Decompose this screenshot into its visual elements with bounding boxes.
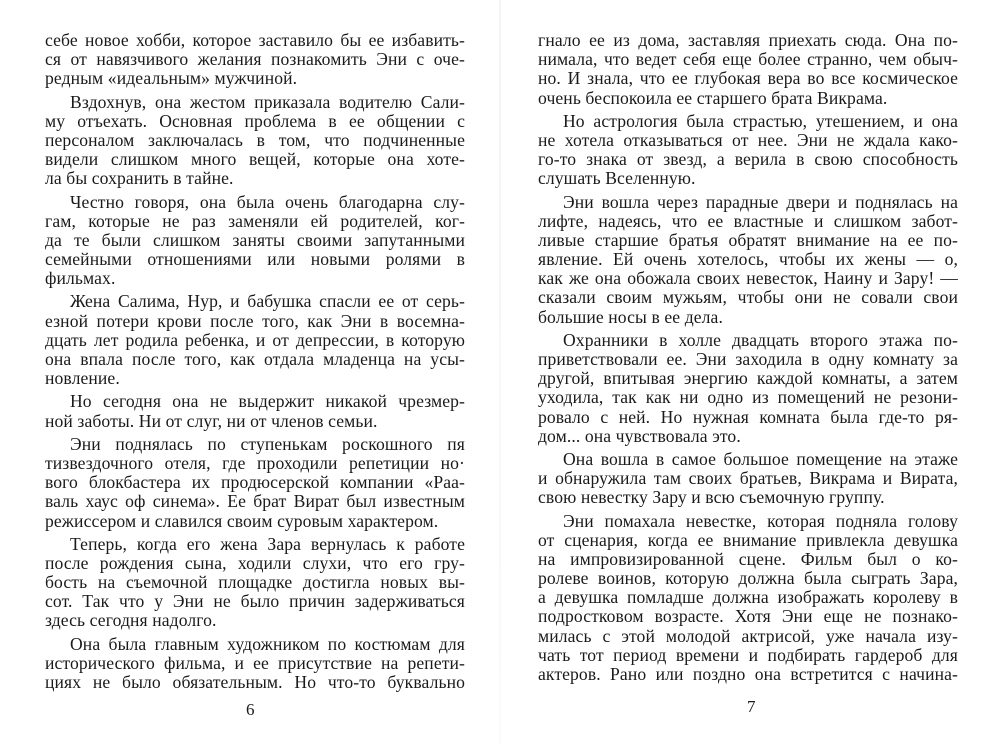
text-line: гам, которые не раз заменяли ей родителей, ког- (45, 210, 465, 231)
text-line: гнало ее из дома, заставляя приехать сюда. Она по- (538, 30, 958, 50)
text-line: сказали своим мужьям, чтобы они не совали свои (538, 287, 958, 308)
text-line: здесь сегодня надолго. (45, 610, 217, 631)
text-line: фильмах. (45, 268, 116, 289)
text-line: Вздохнув, она жестом приказала водителю Сали- (70, 91, 465, 112)
text-line: ливые старшие братья обратят внимание на ее по- (538, 229, 958, 250)
text-line: Эни помахала невестке, которая подняла голову (563, 510, 958, 531)
text-line: как же она обожала своих невесток, Наину и Зару! — (538, 268, 958, 289)
text-line: от сценария, когда ее внимание привлекла девушка (538, 529, 958, 550)
text-line: персоналом заключалась в том, что подчиненные (45, 129, 465, 150)
text-line: нимала, что ведет себя еще более странно, чем обыч- (538, 49, 958, 70)
text-line: езной потери крови после того, как Эни в восемна- (45, 310, 465, 331)
text-line: но. И знала, что ее глубокая вера во все космическое (538, 68, 958, 89)
text-line: подростковом возрасте. Хотя Эни еще не познако- (538, 606, 958, 627)
text-line: свою невестку Зару и всю съемочную группу. (538, 487, 885, 508)
paragraph (538, 193, 958, 327)
text-line: Жена Салима, Нур, и бабушка спасли ее от серь- (70, 291, 465, 312)
text-line: дцать лет родила ребенка, и от депрессии, в которую (45, 329, 465, 350)
text-line: сот. Так что у Эни не было причин задерживаться (45, 591, 465, 612)
text-line: да те были слишком заняты своими запутанными (45, 229, 465, 250)
text-line: видели слишком много вещей, которые она хоте- (45, 149, 465, 170)
text-line: уходила, так как ни одно из помещений не резони- (538, 387, 958, 408)
paragraph (45, 93, 465, 189)
text-line: Теперь, когда его жена Зара вернулась к работе (70, 533, 465, 554)
text-line: слушать Вселенную. (538, 168, 696, 189)
text-line: актеров. Рано или поздно она встретится с начина- (538, 664, 958, 684)
text-line: приветствовали ее. Эни заходила в одну комнату за (538, 349, 958, 369)
paragraph (45, 193, 465, 289)
text-line: Охранники в холле двадцать второго этажа по- (563, 329, 958, 350)
text-line: ролеве воинов, которую должна была сыграть Зара, (538, 568, 958, 589)
paragraph (45, 435, 465, 531)
text-line: Она вошла в самое большое помещение на этаже (563, 448, 958, 469)
page-number-left: 6 (246, 700, 255, 719)
paragraph (538, 331, 958, 446)
paragraph (538, 450, 958, 508)
text-line: милась с этой молодой актрисой, уже начала изу- (538, 625, 958, 646)
text-line: большие носы в ее дела. (538, 306, 723, 327)
paragraph (45, 535, 465, 631)
text-line: Эни вошла через парадные двери и поднялась на (563, 191, 958, 212)
book-gutter (499, 0, 501, 745)
text-line: му отъехать. Основная проблема в ее общении с (45, 110, 465, 131)
text-line: валь хаус оф синема». Ее брат Вират был известным (45, 491, 465, 512)
left-page-text (45, 31, 465, 696)
text-line: циях не было обязательным. Но что-то буквально (45, 672, 465, 692)
text-line: не хотела отказываться от нее. Эни не ждала како- (538, 129, 958, 150)
page-number-right: 7 (747, 697, 756, 716)
text-line: очень беспокоила ее старшего брата Викрама. (538, 87, 888, 108)
text-line: ной заботы. Ни от слуг, ни от членов семьи. (45, 410, 378, 431)
paragraph (45, 635, 465, 693)
text-line: Честно говоря, она была очень благодарна слу- (70, 191, 465, 212)
text-line: бость на съемочной площадке достигла новых вы- (45, 572, 465, 593)
text-line: исторического фильма, и ее присутствие на репети- (45, 652, 465, 673)
paragraph (538, 512, 958, 685)
text-line: явление. Ей очень хотелось, чтобы их жены — о, (538, 249, 958, 270)
text-line: новление. (45, 368, 120, 389)
text-line: семейными отношениями или новыми ролями в (45, 249, 465, 270)
paragraph (45, 292, 465, 388)
text-line: чать тот период времени и подбирать гардероб для (538, 644, 958, 665)
paragraph (538, 31, 958, 108)
text-line: себе новое хобби, которое заставило бы ее избавить- (45, 30, 465, 50)
paragraph (45, 31, 465, 89)
text-line: Но астрология была страстью, утешением, и она (563, 110, 958, 131)
text-line: ровало с ней. Но нужная комната была где-то ря- (538, 406, 958, 427)
right-page-text (538, 31, 958, 688)
text-line: на импровизированной сцене. Фильм был о ко- (538, 548, 958, 569)
text-line: Но сегодня она не выдержит никакой чрезмер- (70, 391, 465, 412)
text-line: ся от навязчивого желания познакомить Эни с оче- (45, 49, 465, 70)
text-line: дом... она чувствовала это. (538, 425, 741, 446)
text-line: и обнаружила там своих братьев, Викрама и Вирата, (538, 468, 958, 489)
text-line: ла бы сохранить в тайне. (45, 168, 234, 189)
text-line: а девушка помладше должна изображать королеву в (538, 587, 958, 608)
paragraph (538, 112, 958, 189)
text-line: редным «идеальным» мужчиной. (45, 68, 298, 89)
text-line: она впала после того, как отдала младенца на усы- (45, 349, 465, 369)
text-line: Она была главным художником по костюмам для (70, 633, 465, 654)
text-line: другой, впитывая энергию каждой комнаты, а затем (538, 368, 958, 389)
paragraph (45, 392, 465, 430)
text-line: го-то знака от звезд, а верила в свою способность (538, 149, 958, 170)
text-line: после рождения сына, ходили слухи, что его гру- (45, 552, 465, 573)
text-line: Эни поднялась по ступенькам роскошного пя (70, 433, 465, 454)
text-line: лифте, надеясь, что ее властные и слишком забот- (538, 210, 958, 231)
text-line: режиссером и славился своим суровым характером. (45, 510, 439, 531)
text-line: тизвездочного отеля, где проходили репетиции но· (45, 452, 465, 473)
text-line: вого блокбастера их продюсерской компании «Раа- (45, 472, 465, 493)
